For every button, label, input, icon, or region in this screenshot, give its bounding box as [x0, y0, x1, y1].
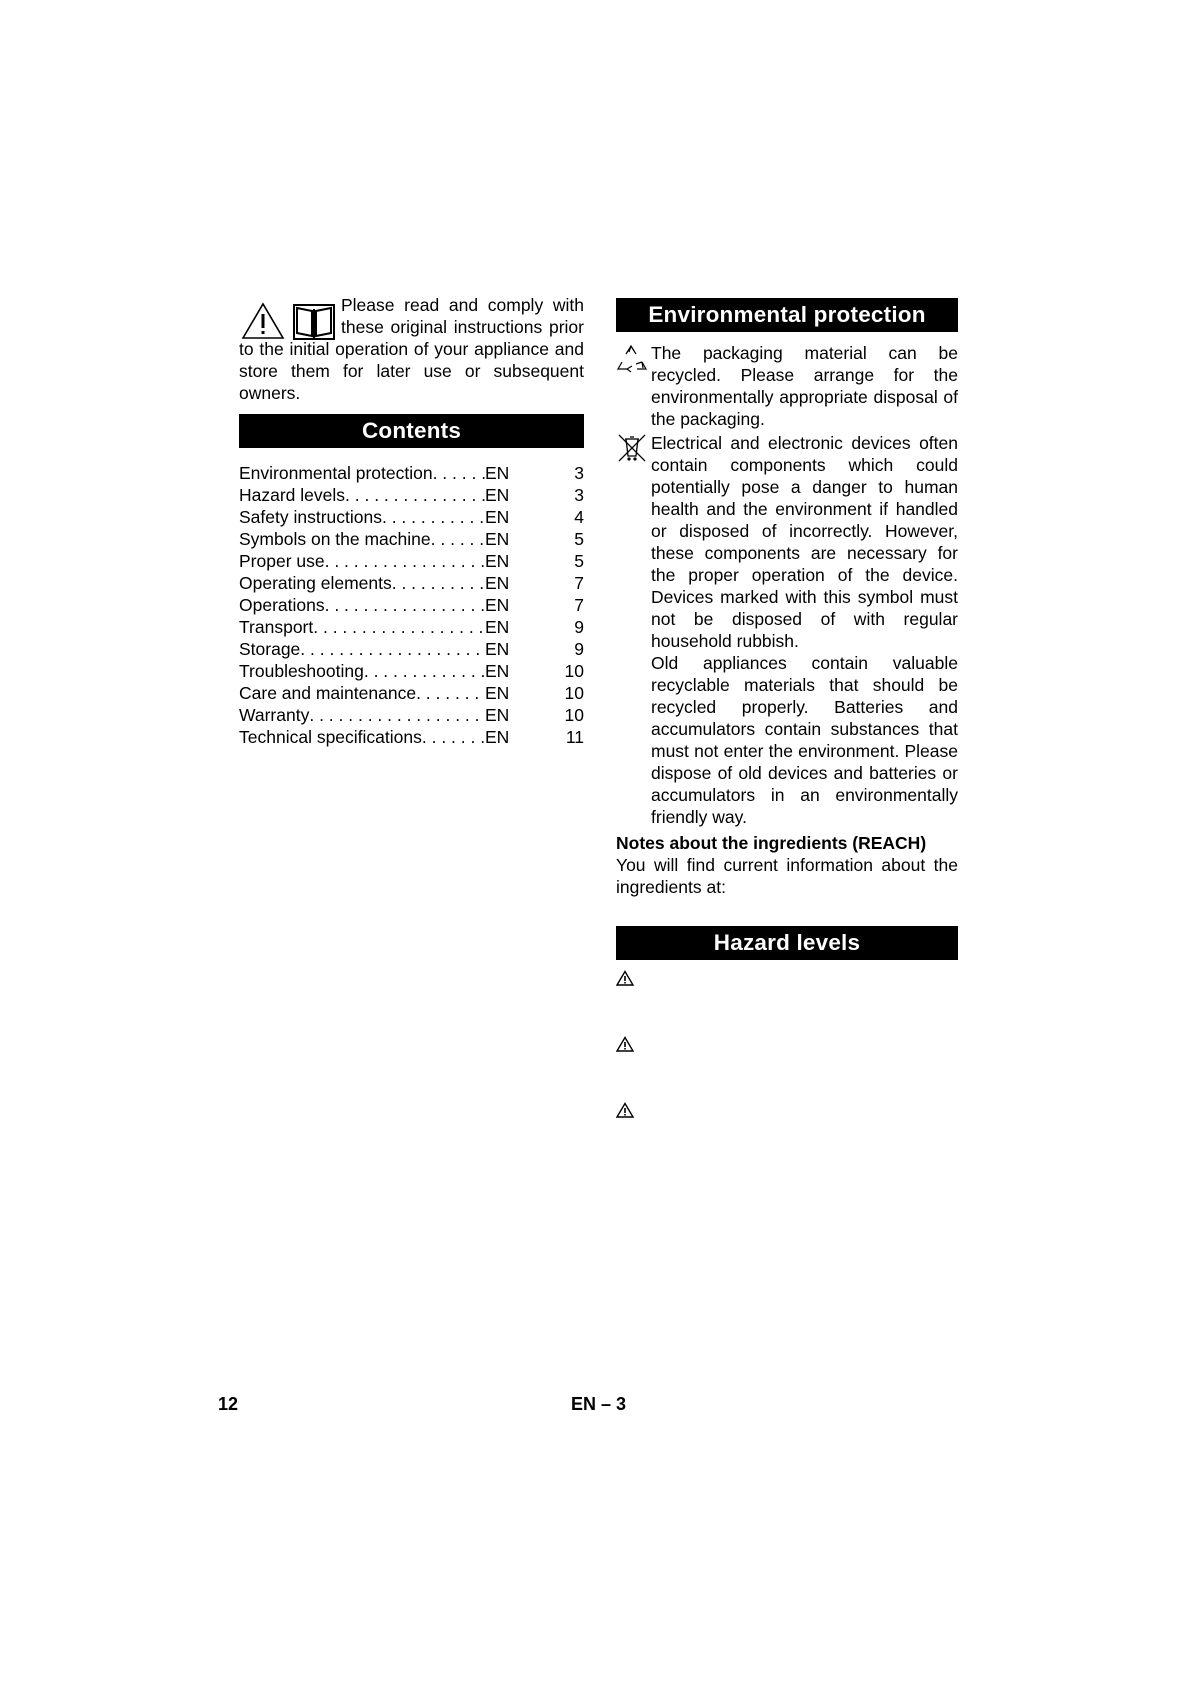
toc-title-wrap [239, 572, 485, 594]
toc-title: Environmental protection [239, 463, 433, 483]
hazard-item [616, 960, 958, 1026]
toc-language: EN [485, 595, 510, 615]
toc-row [239, 660, 584, 682]
toc-page-number: 5 [574, 529, 584, 549]
toc-leader-dots [364, 660, 485, 682]
crossed-out-bin-icon [616, 432, 648, 464]
toc-row [239, 528, 584, 550]
toc-title-wrap [239, 594, 485, 616]
toc-title: Operations [239, 595, 325, 615]
environmental-protection-heading: Environmental protection [616, 298, 958, 332]
toc-leader-dots [382, 506, 485, 528]
toc-language: EN [485, 529, 510, 549]
toc-leader-dots [422, 726, 485, 748]
warning-icon [616, 1036, 634, 1052]
toc-title-wrap [239, 726, 485, 748]
toc-title: Operating elements [239, 573, 392, 593]
toc-title: Proper use [239, 551, 325, 571]
recycling-text: The packaging material can be recycled. Please arrange for the environmentally appropriate disposal of the packaging. [651, 343, 958, 429]
page-number: 12 [218, 1394, 239, 1414]
toc-language: EN [485, 463, 510, 483]
warning-triangle-icon [243, 304, 283, 338]
warning-icon [616, 1102, 634, 1118]
toc-page-number: 10 [564, 661, 584, 681]
toc-row [239, 572, 584, 594]
warning-icon [616, 970, 634, 986]
toc-leader-dots [431, 528, 485, 550]
weee-text: Electrical and electronic devices often contain components which could potentially pose a danger to human health and the environment if handled or disposed of incorrectly. However, these components are necessary for the proper operation of the device. Devices marked with this symbol must not be disposed of with regular household rubbish. [651, 433, 958, 651]
table-of-contents [239, 462, 584, 748]
toc-language: EN [485, 507, 510, 527]
toc-language: EN [485, 639, 510, 659]
hazard-levels-heading: Hazard levels [616, 926, 958, 960]
toc-row [239, 550, 584, 572]
reach-heading: Notes about the ingredients (REACH) [616, 833, 927, 853]
toc-page-number: 11 [565, 727, 584, 747]
intro-notice [239, 294, 584, 404]
toc-page-number: 3 [574, 463, 584, 483]
reach-text: You will find current information about the ingredients at: [616, 855, 958, 897]
toc-title-wrap [239, 506, 485, 528]
toc-page-number: 7 [574, 573, 584, 593]
toc-row [239, 682, 584, 704]
toc-title-wrap [239, 616, 485, 638]
toc-title: Hazard levels [239, 485, 346, 505]
toc-title-wrap [239, 550, 485, 572]
toc-title: Warranty [239, 705, 310, 725]
toc-row [239, 704, 584, 726]
recycling-paragraph [616, 342, 958, 430]
toc-title: Care and maintenance [239, 683, 417, 703]
toc-language: EN [485, 617, 510, 637]
manual-book-icon [294, 305, 334, 339]
toc-page-number: 7 [574, 595, 584, 615]
toc-row [239, 638, 584, 660]
toc-title-wrap [239, 462, 485, 484]
toc-page-number: 10 [564, 683, 584, 703]
toc-page-number: 10 [564, 705, 584, 725]
toc-leader-dots [325, 594, 485, 616]
toc-language: EN [485, 727, 510, 747]
toc-title-wrap [239, 638, 485, 660]
toc-title-wrap [239, 704, 485, 726]
toc-row [239, 484, 584, 506]
toc-title: Storage [239, 639, 301, 659]
toc-language: EN [485, 683, 510, 703]
toc-title: Troubleshooting [239, 661, 364, 681]
toc-title-wrap [239, 528, 485, 550]
old-appliances-text: Old appliances contain valuable recyclable materials that should be recycled properly. Batteries and accumulators contain substances that must not enter the environment. Please dispose of old devices and batteries or accumulators in an environmentally friendly way. [651, 653, 958, 827]
toc-leader-dots [325, 550, 485, 572]
toc-language: EN [485, 485, 510, 505]
intro-icons [239, 298, 339, 342]
toc-page-number: 9 [574, 617, 584, 637]
toc-title: Safety instructions [239, 507, 382, 527]
toc-page-number: 3 [574, 485, 584, 505]
section-page-label: EN – 3 [571, 1394, 627, 1414]
toc-page-number: 4 [574, 507, 584, 527]
left-column [239, 294, 584, 748]
contents-heading: Contents [239, 414, 584, 448]
toc-language: EN [485, 705, 510, 725]
toc-language: EN [485, 551, 510, 571]
toc-title-wrap [239, 682, 485, 704]
toc-row [239, 506, 584, 528]
toc-leader-dots [392, 572, 485, 594]
toc-page-number: 5 [574, 551, 584, 571]
recycling-icon [616, 342, 648, 374]
toc-page-number: 9 [574, 639, 584, 659]
hazard-item [616, 1026, 958, 1092]
toc-title: Transport [239, 617, 314, 637]
right-column [616, 298, 958, 1158]
toc-language: EN [485, 661, 510, 681]
toc-row [239, 462, 584, 484]
toc-leader-dots [433, 462, 485, 484]
toc-title: Technical specifications [239, 727, 422, 747]
intro-text: Please read and comply with these original instructions prior to the initial operation of your appliance and store them for later use or subsequent owners. [239, 295, 584, 403]
toc-title-wrap [239, 660, 485, 682]
toc-row [239, 726, 584, 748]
toc-leader-dots [300, 638, 485, 660]
toc-leader-dots [416, 682, 485, 704]
weee-paragraph [616, 432, 958, 828]
toc-title: Symbols on the machine [239, 529, 431, 549]
toc-row [239, 616, 584, 638]
toc-leader-dots [345, 484, 485, 506]
hazard-item [616, 1092, 958, 1158]
toc-title-wrap [239, 484, 485, 506]
toc-leader-dots [309, 704, 485, 726]
toc-row [239, 594, 584, 616]
toc-leader-dots [313, 616, 485, 638]
toc-language: EN [485, 573, 510, 593]
